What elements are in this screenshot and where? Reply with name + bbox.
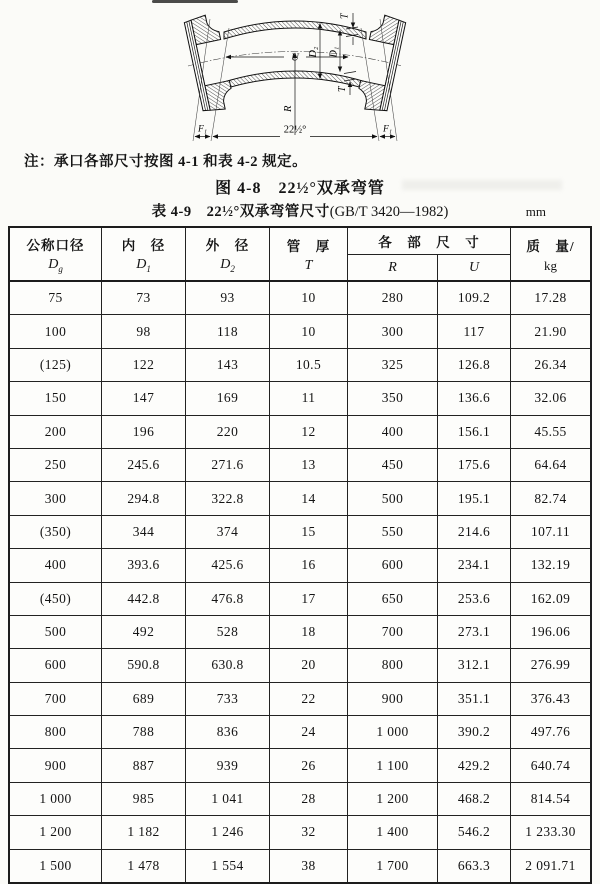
table-cell: 700 — [10, 683, 102, 715]
table-title-main: 表 4-9 22½°双承弯管尺寸 — [151, 204, 330, 220]
table-header — [10, 228, 590, 282]
table-cell: 700 — [348, 616, 438, 648]
table-cell: 196.06 — [530, 624, 571, 640]
table-cell: 98 — [102, 315, 186, 347]
unit-label: mm — [525, 204, 546, 219]
table-cell: 550 — [348, 516, 438, 548]
table-cell: 1 478 — [102, 850, 186, 882]
top-wall-section — [224, 21, 366, 39]
table-cell: 143 — [186, 349, 270, 381]
table-cell: 2 091.71 — [525, 857, 576, 873]
table-cell: 17 — [270, 583, 348, 615]
table-row — [10, 782, 590, 815]
table-cell: 196 — [102, 416, 186, 448]
label-t-bottom: T — [337, 86, 348, 92]
table-cell: 195.1 — [438, 482, 511, 514]
table-cell: 497.76 — [530, 724, 571, 740]
table-row — [10, 481, 590, 514]
table-row — [10, 849, 590, 882]
table-cell: 32 — [270, 816, 348, 848]
label-r: R — [283, 105, 294, 112]
table-cell: 985 — [102, 783, 186, 815]
table-cell: 442.8 — [102, 583, 186, 615]
left-socket — [184, 13, 235, 114]
table-cell: 1 233.30 — [525, 824, 576, 840]
table-cell: 900 — [348, 683, 438, 715]
table-cell: 220 — [186, 416, 270, 448]
table-cell: 100 — [10, 315, 102, 347]
header-u: U — [438, 255, 511, 280]
label-angle: 22½° — [283, 124, 307, 136]
table-row — [10, 715, 590, 748]
table-cell: 1 200 — [10, 816, 102, 848]
table-cell: 939 — [186, 749, 270, 781]
table-cell: 836 — [186, 716, 270, 748]
table-row — [10, 314, 590, 347]
table-cell: 546.2 — [438, 816, 511, 848]
table-cell: 64.64 — [534, 457, 567, 473]
table-cell: (125) — [10, 349, 102, 381]
table-cell: 294.8 — [102, 482, 186, 514]
table-cell: 300 — [10, 482, 102, 514]
table-cell: 12 — [270, 416, 348, 448]
table-cell: 689 — [102, 683, 186, 715]
table-body — [10, 282, 590, 882]
table-row — [10, 582, 590, 615]
table-cell: 20 — [270, 649, 348, 681]
table-row — [10, 415, 590, 448]
table-cell: 162.09 — [530, 590, 571, 606]
table-row — [10, 682, 590, 715]
table-cell: 26.34 — [534, 356, 567, 372]
table-cell: 271.6 — [186, 449, 270, 481]
pipe-bend-svg — [181, 6, 409, 148]
table-cell: 600 — [348, 549, 438, 581]
table-cell: 73 — [102, 282, 186, 314]
table-row — [10, 648, 590, 681]
table-cell: 630.8 — [186, 649, 270, 681]
table-cell: 1 000 — [348, 716, 438, 748]
label-d2: D₂ — [308, 46, 319, 58]
table-row — [10, 548, 590, 581]
header-nominal-diameter: 公称口径 $D_g$ — [10, 228, 102, 280]
header-inner-diameter: 内 径 $D_1$ — [102, 228, 186, 280]
table-cell: 1 182 — [102, 816, 186, 848]
header-outer-diameter: 外 径 $D_2$ — [186, 228, 270, 280]
table-cell: 16 — [270, 549, 348, 581]
table-cell: 1 400 — [348, 816, 438, 848]
table-cell: 82.74 — [534, 490, 567, 506]
table-cell: 450 — [348, 449, 438, 481]
table-cell: 117 — [438, 315, 511, 347]
table-cell: 788 — [102, 716, 186, 748]
table-cell: 10 — [270, 282, 348, 314]
table-row — [10, 448, 590, 481]
table-cell: 500 — [348, 482, 438, 514]
table-cell: 17.28 — [534, 290, 567, 306]
table-cell: 429.2 — [438, 749, 511, 781]
table-cell: 500 — [10, 616, 102, 648]
table-title — [0, 200, 600, 221]
table-cell: 200 — [10, 416, 102, 448]
table-cell: 350 — [348, 382, 438, 414]
table-cell: 312.1 — [438, 649, 511, 681]
table-row — [10, 348, 590, 381]
table-row — [10, 748, 590, 781]
table-cell: 45.55 — [534, 423, 567, 439]
header-part-dimensions: 各 部 尺 寸 — [348, 228, 511, 255]
table-cell: 600 — [10, 649, 102, 681]
table-cell: 376.43 — [530, 690, 571, 706]
table-cell: 492 — [102, 616, 186, 648]
table-cell: 15 — [270, 516, 348, 548]
table-cell: 468.2 — [438, 783, 511, 815]
table-cell: 22 — [270, 683, 348, 715]
table-cell: 663.3 — [438, 850, 511, 882]
label-t-top: T — [339, 13, 351, 19]
table-cell: 374 — [186, 516, 270, 548]
table-cell: 147 — [102, 382, 186, 414]
table-cell: (450) — [10, 583, 102, 615]
header-mass: 质 量/ kg — [526, 238, 575, 273]
label-f1-left: F₁ — [197, 124, 208, 135]
table-cell: 650 — [348, 583, 438, 615]
pipe-bend-drawing — [181, 6, 409, 148]
table-row — [10, 282, 590, 314]
table-cell: 425.6 — [186, 549, 270, 581]
table-cell: 800 — [10, 716, 102, 748]
table-cell: 169 — [186, 382, 270, 414]
table-cell: 136.6 — [438, 382, 511, 414]
table-cell: 38 — [270, 850, 348, 882]
table-cell: 26 — [270, 749, 348, 781]
table-cell: 800 — [348, 649, 438, 681]
table-cell: 322.8 — [186, 482, 270, 514]
table-cell: 21.90 — [534, 323, 567, 339]
table-cell: 1 100 — [348, 749, 438, 781]
table-cell: 132.19 — [530, 557, 571, 573]
table-cell: 10.5 — [270, 349, 348, 381]
table-cell: 126.8 — [438, 349, 511, 381]
label-d1: D₁ — [328, 46, 340, 58]
table-cell: 32.06 — [534, 390, 567, 406]
table-cell: 1 700 — [348, 850, 438, 882]
table-cell: 118 — [186, 315, 270, 347]
table-cell: 156.1 — [438, 416, 511, 448]
dimension-table — [8, 226, 592, 884]
header-wall-thickness: 管 厚 T — [270, 228, 348, 280]
table-cell: 344 — [102, 516, 186, 548]
table-cell: 1 000 — [10, 783, 102, 815]
table-cell: 1 041 — [186, 783, 270, 815]
table-cell: 390.2 — [438, 716, 511, 748]
table-cell: 245.6 — [102, 449, 186, 481]
table-cell: 900 — [10, 749, 102, 781]
table-cell: 93 — [186, 282, 270, 314]
scan-artifact — [152, 0, 238, 3]
table-cell: 150 — [10, 382, 102, 414]
table-cell: 400 — [10, 549, 102, 581]
label-u: U — [291, 52, 299, 64]
table-cell: 107.11 — [530, 523, 571, 539]
table-cell: 24 — [270, 716, 348, 748]
table-cell: 175.6 — [438, 449, 511, 481]
table-cell: 14 — [270, 482, 348, 514]
table-row — [10, 615, 590, 648]
table-cell: 1 246 — [186, 816, 270, 848]
table-cell: 640.74 — [530, 757, 571, 773]
table-cell: 276.99 — [530, 657, 571, 673]
table-cell: 11 — [270, 382, 348, 414]
table-cell: 476.8 — [186, 583, 270, 615]
table-title-paren: (GB/T 3420—1982) — [329, 204, 449, 220]
table-cell: 887 — [102, 749, 186, 781]
table-cell: 325 — [348, 349, 438, 381]
header-r: R — [348, 255, 438, 280]
table-cell: 528 — [186, 616, 270, 648]
table-cell: 18 — [270, 616, 348, 648]
label-f1-right: F₁ — [382, 124, 393, 135]
table-cell: 1 200 — [348, 783, 438, 815]
table-cell: 122 — [102, 349, 186, 381]
table-cell: 250 — [10, 449, 102, 481]
table-cell: 75 — [10, 282, 102, 314]
table-row — [10, 815, 590, 848]
table-cell: 300 — [348, 315, 438, 347]
table-cell: 351.1 — [438, 683, 511, 715]
table-row — [10, 381, 590, 414]
table-cell: 273.1 — [438, 616, 511, 648]
table-cell: 10 — [270, 315, 348, 347]
table-cell: 393.6 — [102, 549, 186, 581]
table-cell: 253.6 — [438, 583, 511, 615]
table-cell: 1 554 — [186, 850, 270, 882]
table-cell: (350) — [10, 516, 102, 548]
right-socket — [355, 13, 406, 114]
table-cell: 814.54 — [530, 791, 571, 807]
table-cell: 28 — [270, 783, 348, 815]
table-cell: 214.6 — [438, 516, 511, 548]
table-cell: 1 500 — [10, 850, 102, 882]
table-cell: 109.2 — [438, 282, 511, 314]
figure-caption: 图 4-8 22½°双承弯管 — [215, 180, 385, 197]
table-cell: 733 — [186, 683, 270, 715]
table-cell: 400 — [348, 416, 438, 448]
table-cell: 280 — [348, 282, 438, 314]
table-cell: 234.1 — [438, 549, 511, 581]
table-cell: 590.8 — [102, 649, 186, 681]
table-cell: 13 — [270, 449, 348, 481]
note-text: 注：承口各部尺寸按图 4-1 和表 4-2 规定。 — [24, 154, 308, 170]
table-row — [10, 515, 590, 548]
